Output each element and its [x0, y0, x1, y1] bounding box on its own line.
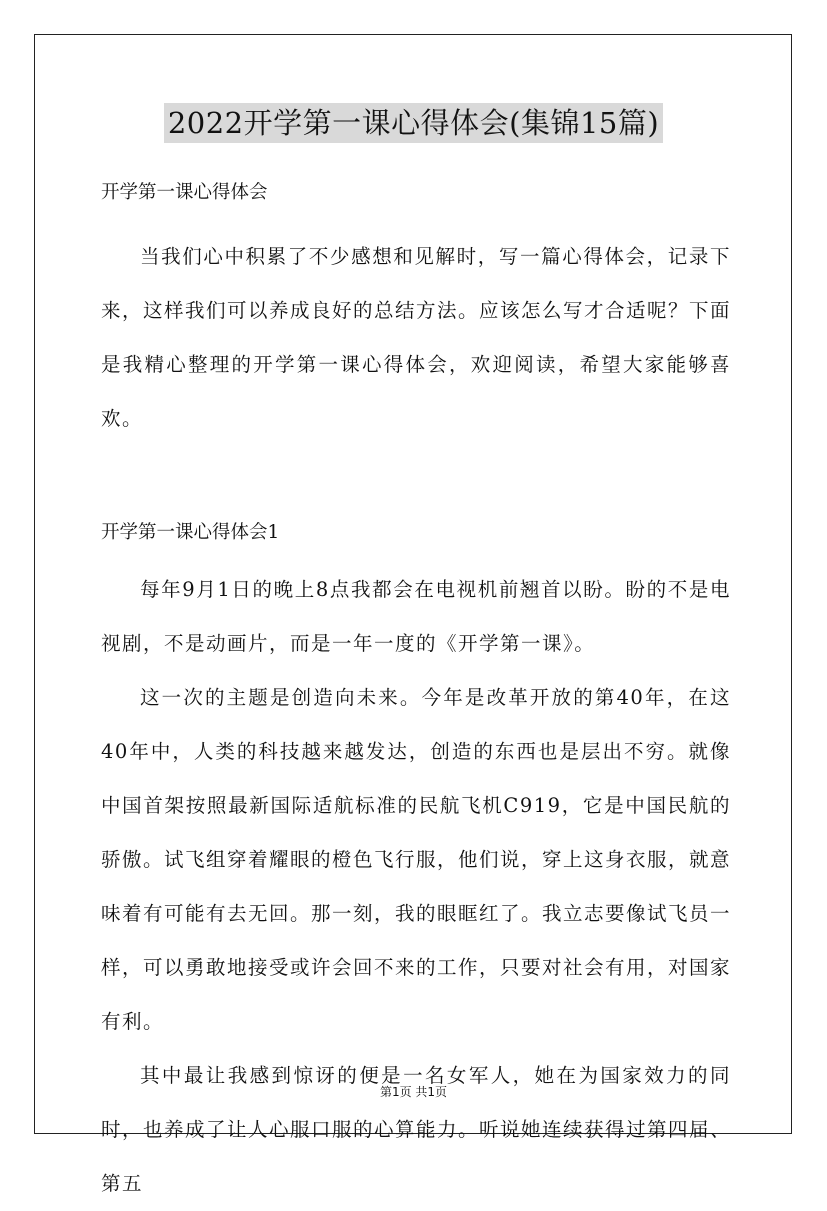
section-heading: 开学第一课心得体会1 [101, 522, 280, 543]
body-paragraph: 每年9月1日的晚上8点我都会在电视机前翘首以盼。盼的不是电视剧，不是动画片，而是一年一度的《开学第一课》。 [101, 578, 731, 655]
body-paragraph: 其中最让我感到惊讶的便是一名女军人，她在为国家效力的同时，也养成了让人心服口服的心算能力。听说她连续获得过第四届、第五 [101, 1064, 732, 1195]
intro-heading: 开学第一课心得体会 [101, 182, 268, 203]
title-area [0, 103, 827, 143]
body-paragraph: 这一次的主题是创造向未来。今年是改革开放的第40年，在这40年中，人类的科技越来越发达，创造的东西也是层出不穷。就像中国首架按照最新国际适航标准的民航飞机C919，它是中国民航的骄傲。试飞组穿着耀眼的橙色飞行服，他们说，穿上这身衣服，就意味着有可能有去无回。那一刻，我的眼眶红了。我立志要像试飞员一样，可以勇敢地接受或许会回不来的工作，只要对社会有用，对国家有利。 [101, 686, 732, 1033]
document-body [101, 176, 731, 1211]
intro-paragraph: 当我们心中积累了不少感想和见解时，写一篇心得体会，记录下来，这样我们可以养成良好的总结方法。应该怎么写才合适呢？下面是我精心整理的开学第一课心得体会，欢迎阅读，希望大家能够喜欢。 [101, 245, 732, 430]
page-footer: 第1页 共1页 [379, 1085, 448, 1099]
document-title: 2022开学第一课心得体会(集锦15篇) [164, 103, 663, 143]
